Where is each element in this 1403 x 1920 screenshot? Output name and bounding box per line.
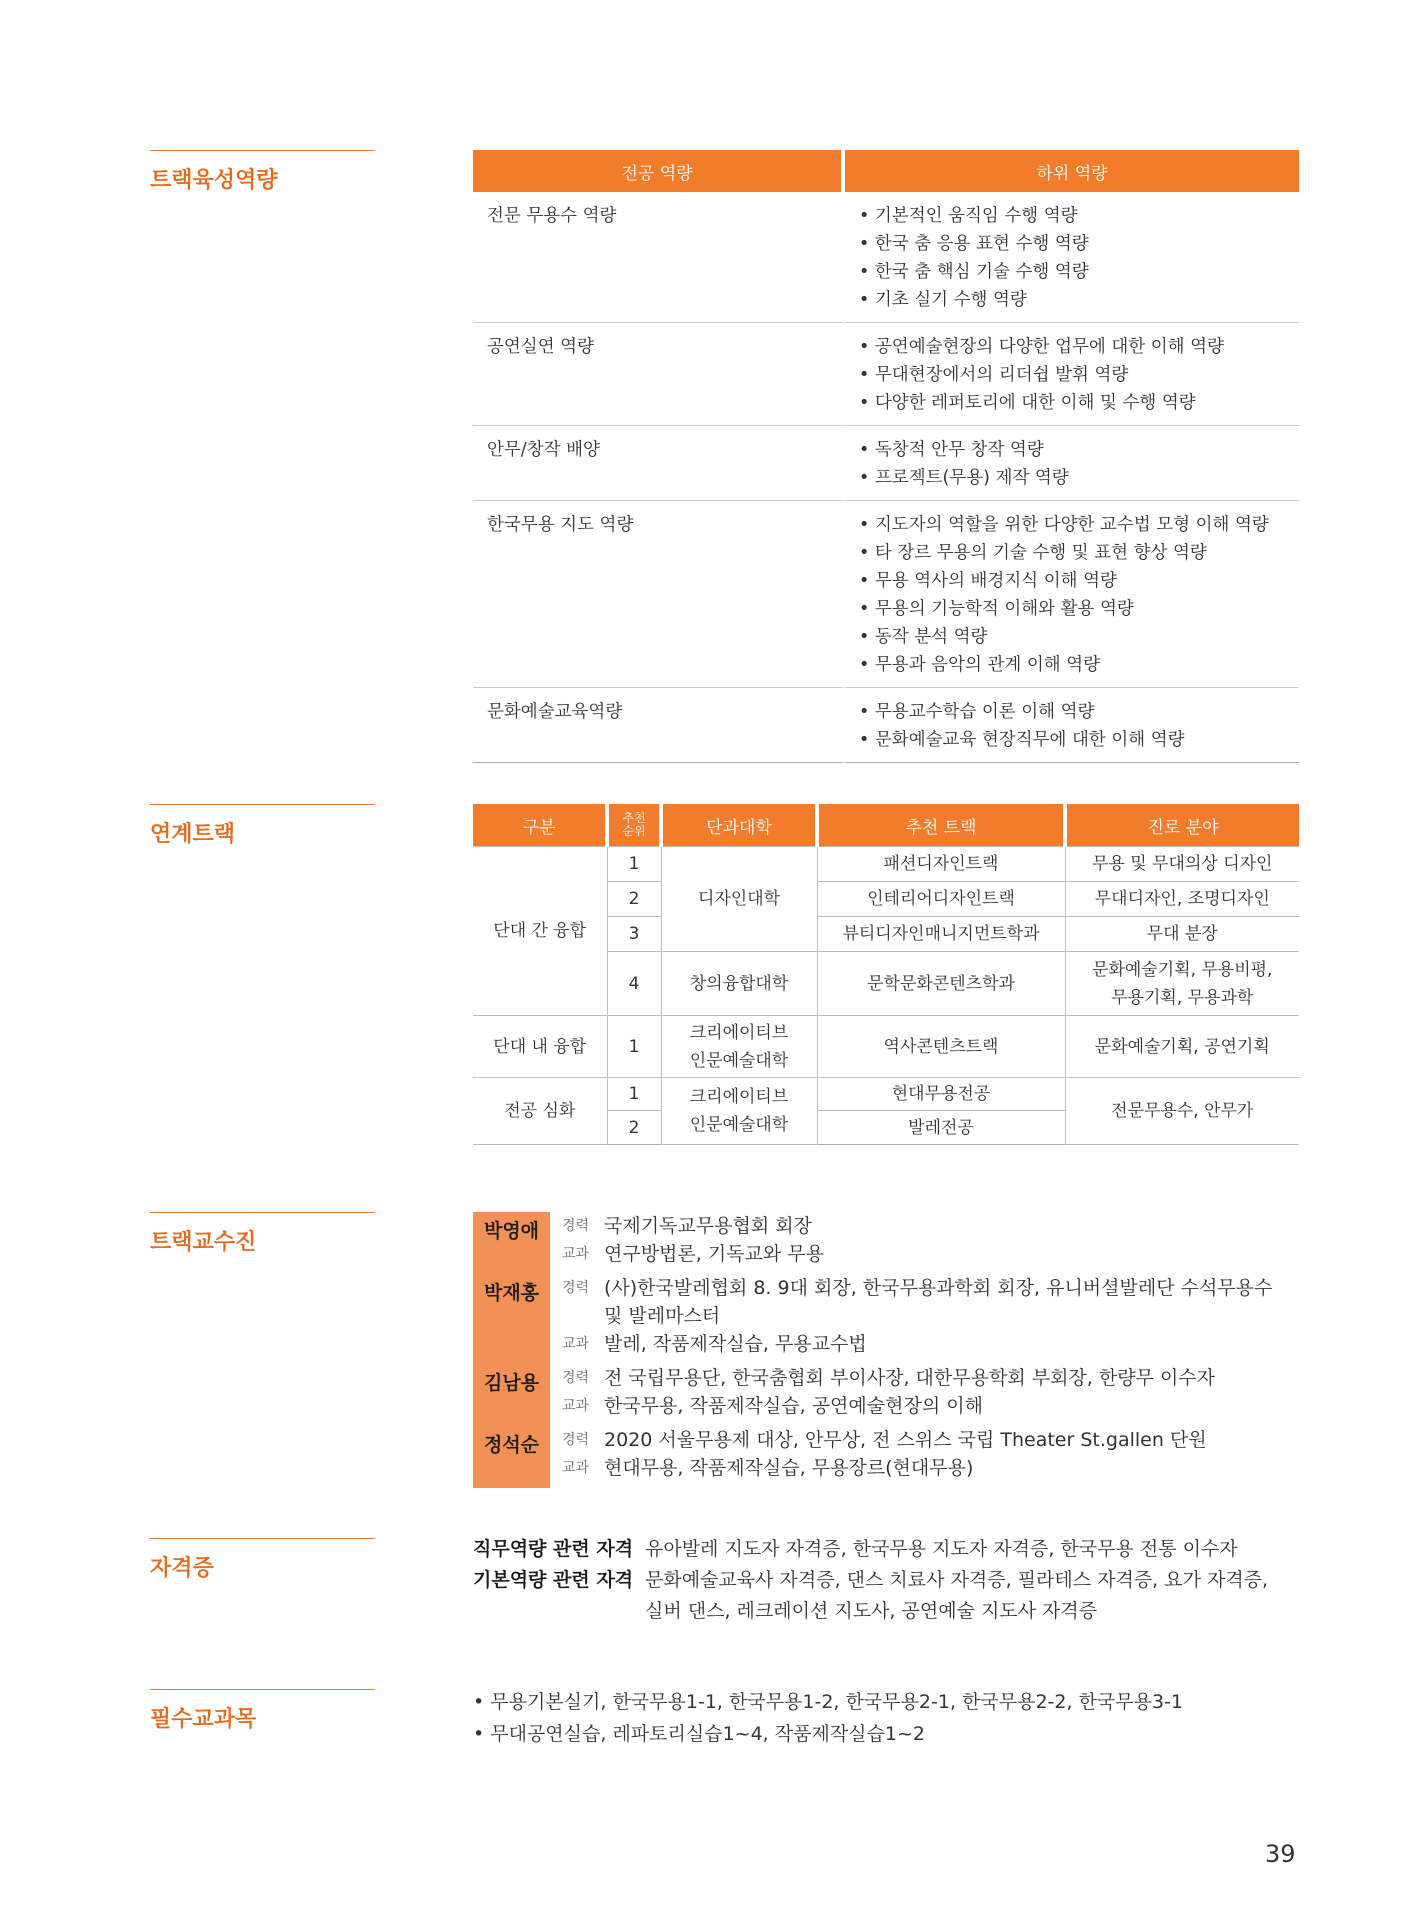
cert-text xyxy=(645,1565,1268,1627)
table-row xyxy=(473,501,1299,688)
list-item: • 무대현장에서의 리더쉽 발휘 역량 xyxy=(859,361,1285,389)
table-row xyxy=(473,1078,1299,1111)
cert-text: 유아발레 지도자 자격증, 한국무용 지도자 자격증, 한국무용 전통 이수자 xyxy=(645,1538,1238,1560)
list-item: • 독창적 안무 창작 역량 xyxy=(859,436,1285,464)
list-item: • 문화예술교육 현장직무에 대한 이해 역량 xyxy=(859,726,1285,754)
career-line2: 무용기획, 무용과학 xyxy=(1111,987,1254,1008)
faculty-member xyxy=(473,1274,1303,1364)
faculty-name: 박영애 xyxy=(473,1212,550,1274)
faculty-details xyxy=(550,1364,1303,1426)
major-competency: 한국무용 지도 역량 xyxy=(473,501,845,688)
faculty-course: 발레, 작품제작실습, 무용교수법 xyxy=(604,1333,867,1355)
career-tag: 경력 xyxy=(562,1432,590,1448)
list-item: • 무대공연실습, 레파토리실습1~4, 작품제작실습1~2 xyxy=(473,1718,1303,1750)
college-cell: 창의융합대학 xyxy=(661,952,817,1016)
header-sub-competency: 하위 역량 xyxy=(845,150,1299,192)
track-cell: 현대무용전공 xyxy=(817,1078,1065,1111)
type-cell: 단대 내 융합 xyxy=(473,1016,607,1078)
list-item: • 무용 역사의 배경지식 이해 역량 xyxy=(859,567,1285,595)
rank-cell: 1 xyxy=(607,847,661,882)
table-row xyxy=(473,323,1299,426)
faculty-member xyxy=(473,1364,1303,1426)
faculty-course: 현대무용, 작품제작실습, 무용장르(현대무용) xyxy=(604,1457,974,1479)
track-cell: 패션디자인트랙 xyxy=(817,847,1065,882)
competency-table xyxy=(473,150,1299,763)
list-item: • 한국 춤 핵심 기술 수행 역량 xyxy=(859,258,1285,286)
rank-cell: 3 xyxy=(607,917,661,952)
header-rank-line1: 추천 xyxy=(622,811,646,825)
sub-competency-cell xyxy=(845,501,1299,688)
list-item: • 공연예술현장의 다양한 업무에 대한 이해 역량 xyxy=(859,333,1285,361)
sub-competency-list xyxy=(859,202,1285,314)
faculty-name: 김남용 xyxy=(473,1364,550,1426)
section-label-faculty: 트랙교수진 xyxy=(150,1212,375,1256)
list-item: • 지도자의 역할을 위한 다양한 교수법 모형 이해 역량 xyxy=(859,511,1285,539)
faculty-name: 정석순 xyxy=(473,1426,550,1488)
cert-row-job xyxy=(473,1534,1303,1565)
header-track: 추천 트랙 xyxy=(817,804,1065,847)
faculty-career-part: (사)한국발레협회 8. 9대 회장, 한국무용과학회 회장, 유니버셜발레단 수석무용수 xyxy=(604,1277,1273,1299)
faculty-course: 연구방법론, 기독교와 무용 xyxy=(604,1243,825,1265)
list-item: • 무용기본실기, 한국무용1-1, 한국무용1-2, 한국무용2-1, 한국무용2-2, 한국무용3-1 xyxy=(473,1686,1303,1718)
college-cell: 디자인대학 xyxy=(661,847,817,952)
header-rank-line2: 순위 xyxy=(622,824,646,838)
major-competency: 문화예술교육역량 xyxy=(473,688,845,763)
course-tag: 교과 xyxy=(562,1246,590,1262)
list-item: • 프로젝트(무용) 제작 역량 xyxy=(859,464,1285,492)
rank-cell: 1 xyxy=(607,1016,661,1078)
career-cell: 문화예술기획, 공연기획 xyxy=(1065,1016,1299,1078)
cert-list xyxy=(473,1534,1303,1627)
list-item: • 기초 실기 수행 역량 xyxy=(859,286,1285,314)
faculty-career: 국제기독교무용협회 회장 xyxy=(604,1215,812,1237)
faculty-career xyxy=(604,1274,1303,1330)
sub-competency-list xyxy=(859,436,1285,492)
faculty-career-line xyxy=(562,1426,1303,1454)
cert-label: 직무역량 관련 자격 xyxy=(473,1538,634,1560)
table-row xyxy=(473,847,1299,882)
faculty-details xyxy=(550,1212,1303,1274)
type-cell: 단대 간 융합 xyxy=(473,847,607,1016)
faculty-course-line xyxy=(562,1454,1303,1482)
faculty-career-line xyxy=(562,1274,1303,1330)
career-tag: 경력 xyxy=(562,1280,590,1296)
type-cell: 전공 심화 xyxy=(473,1078,607,1145)
sub-competency-cell xyxy=(845,688,1299,763)
course-tag: 교과 xyxy=(562,1460,590,1476)
track-cell: 역사콘텐츠트랙 xyxy=(817,1016,1065,1078)
major-competency: 공연실연 역량 xyxy=(473,323,845,426)
sub-competency-list xyxy=(859,511,1285,679)
faculty-course-line xyxy=(562,1240,1303,1268)
cert-text-part: 문화예술교육사 자격증, 댄스 치료사 자격증, 필라테스 자격증, 요가 자격증, xyxy=(645,1569,1269,1591)
table-row xyxy=(473,192,1299,323)
linked-track-table xyxy=(473,804,1299,1145)
career-cell: 무용 및 무대의상 디자인 xyxy=(1065,847,1299,882)
college-cell xyxy=(661,1016,817,1078)
header-career: 진로 분야 xyxy=(1065,804,1299,847)
table-row xyxy=(473,426,1299,501)
cert-row-basic xyxy=(473,1565,1303,1627)
list-item: • 무용의 기능학적 이해와 활용 역량 xyxy=(859,595,1285,623)
college-line2: 인문예술대학 xyxy=(689,1050,789,1071)
rank-cell: 2 xyxy=(607,882,661,917)
sub-competency-list xyxy=(859,333,1285,417)
table-row xyxy=(473,688,1299,763)
college-line2: 인문예술대학 xyxy=(689,1115,789,1135)
sub-competency-cell xyxy=(845,426,1299,501)
list-item: • 타 장르 무용의 기술 수행 및 표현 향상 역량 xyxy=(859,539,1285,567)
sub-competency-list xyxy=(859,698,1285,754)
career-tag: 경력 xyxy=(562,1370,590,1386)
faculty-member xyxy=(473,1212,1303,1274)
track-cell: 뷰티디자인매니지먼트학과 xyxy=(817,917,1065,952)
college-line1: 크리에이티브 xyxy=(689,1022,789,1043)
page-number: 39 xyxy=(1265,1840,1296,1868)
list-item: • 기본적인 움직임 수행 역량 xyxy=(859,202,1285,230)
faculty-career-line xyxy=(562,1364,1303,1392)
header-college: 단과대학 xyxy=(661,804,817,847)
faculty-details xyxy=(550,1426,1303,1488)
career-line1: 문화예술기획, 무용비평, xyxy=(1092,959,1273,980)
career-cell: 무대 분장 xyxy=(1065,917,1299,952)
career-cell: 전문무용수, 안무가 xyxy=(1065,1078,1299,1145)
career-cell: 무대디자인, 조명디자인 xyxy=(1065,882,1299,917)
college-cell xyxy=(661,1078,817,1145)
track-cell: 인테리어디자인트랙 xyxy=(817,882,1065,917)
faculty-member xyxy=(473,1426,1303,1488)
faculty-course: 한국무용, 작품제작실습, 공연예술현장의 이해 xyxy=(604,1395,983,1417)
career-tag: 경력 xyxy=(562,1218,590,1234)
college-line1: 크리에이티브 xyxy=(689,1087,789,1107)
section-label-cert: 자격증 xyxy=(150,1538,375,1582)
sub-competency-cell xyxy=(845,192,1299,323)
header-rank xyxy=(607,804,661,847)
required-course-list xyxy=(473,1686,1303,1750)
sub-competency-cell xyxy=(845,323,1299,426)
track-cell: 문학문화콘텐츠학과 xyxy=(817,952,1065,1016)
table-row xyxy=(473,1016,1299,1078)
cert-label: 기본역량 관련 자격 xyxy=(473,1569,634,1591)
faculty-career: 2020 서울무용제 대상, 안무상, 전 스위스 국립 Theater St.gallen 단원 xyxy=(604,1429,1207,1451)
list-item: • 동작 분석 역량 xyxy=(859,623,1285,651)
faculty-career-line xyxy=(562,1212,1303,1240)
rank-cell: 2 xyxy=(607,1111,661,1145)
major-competency: 전문 무용수 역량 xyxy=(473,192,845,323)
faculty-career-part: 및 발레마스터 xyxy=(604,1305,721,1327)
course-tag: 교과 xyxy=(562,1336,590,1352)
cert-text-part: 실버 댄스, 레크레이션 지도사, 공연예술 지도사 자격증 xyxy=(645,1600,1098,1622)
faculty-details xyxy=(550,1274,1303,1364)
career-cell xyxy=(1065,952,1299,1016)
list-item: • 무용과 음악의 관계 이해 역량 xyxy=(859,651,1285,679)
major-competency: 안무/창작 배양 xyxy=(473,426,845,501)
header-major-competency: 전공 역량 xyxy=(473,150,845,192)
list-item: • 다양한 레퍼토리에 대한 이해 및 수행 역량 xyxy=(859,389,1285,417)
faculty-course-line xyxy=(562,1330,1303,1358)
faculty-course-line xyxy=(562,1392,1303,1420)
faculty-name: 박재홍 xyxy=(473,1274,550,1364)
track-cell: 발레전공 xyxy=(817,1111,1065,1145)
faculty-career: 전 국립무용단, 한국춤협회 부이사장, 대한무용학회 부회장, 한량무 이수자 xyxy=(604,1367,1216,1389)
list-item: • 무용교수학습 이론 이해 역량 xyxy=(859,698,1285,726)
rank-cell: 1 xyxy=(607,1078,661,1111)
header-type: 구분 xyxy=(473,804,607,847)
faculty-list xyxy=(473,1212,1303,1488)
list-item: • 한국 춤 응용 표현 수행 역량 xyxy=(859,230,1285,258)
section-label-linked: 연계트랙 xyxy=(150,804,375,848)
section-label-required: 필수교과목 xyxy=(150,1689,375,1733)
rank-cell: 4 xyxy=(607,952,661,1016)
section-label-competency: 트랙육성역량 xyxy=(150,150,375,194)
course-tag: 교과 xyxy=(562,1398,590,1414)
